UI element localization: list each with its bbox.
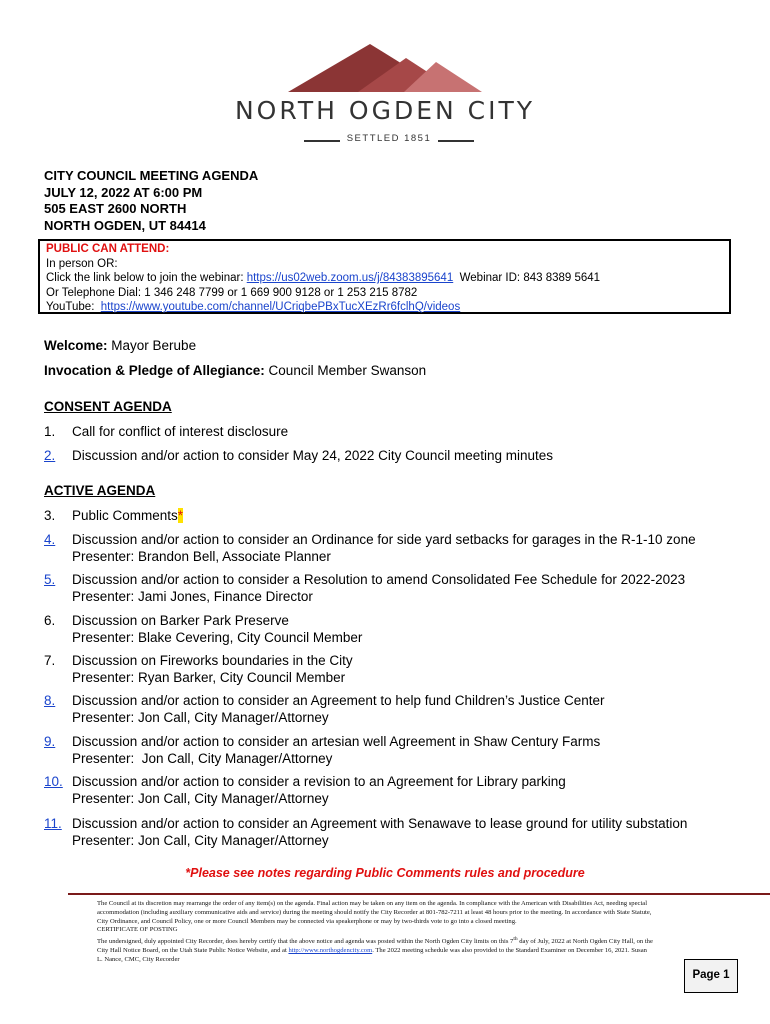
item-presenter: Presenter: Blake Cevering, City Council Member <box>72 630 363 645</box>
item-text: Discussion and/or action to consider an artesian well Agreement in Shaw Century Farms <box>72 734 601 749</box>
item-number-link[interactable]: 2. <box>44 448 56 463</box>
item-text: Discussion and/or action to consider an Ordinance for side yard setbacks for garages in the R-1-10 zone <box>72 532 696 547</box>
fine-print <box>97 900 653 965</box>
invocation-line <box>44 363 426 378</box>
item-number: 6. <box>44 613 56 628</box>
city-website-link[interactable]: http://www.northogdencity.com <box>288 947 373 955</box>
item-text: Discussion on Barker Park Preserve <box>72 613 289 628</box>
item-text <box>72 507 183 524</box>
consent-agenda-title: CONSENT AGENDA <box>44 399 172 414</box>
certificate-text <box>97 935 653 965</box>
meeting-header <box>44 168 258 234</box>
city-name: NORTH OGDEN CITY <box>234 96 536 125</box>
item-presenter: Presenter: Jon Call, City Manager/Attorney <box>72 751 333 766</box>
settled-row <box>304 133 474 147</box>
item-text: Discussion on Fireworks boundaries in the City <box>72 653 353 668</box>
header-date: JULY 12, 2022 AT 6:00 PM <box>44 184 203 200</box>
city-logo <box>0 0 770 160</box>
item-number: 3. <box>44 508 56 523</box>
item-presenter: Presenter: Jon Call, City Manager/Attorney <box>72 710 329 725</box>
item-presenter: Presenter: Jami Jones, Finance Director <box>72 589 313 604</box>
asterisk-marker: * <box>177 508 184 523</box>
settled-text: SETTLED 1851 <box>346 133 432 144</box>
page-number: Page 1 <box>684 959 738 993</box>
certificate-heading: CERTIFICATE OF POSTING <box>97 926 178 934</box>
item-number-link[interactable]: 5. <box>44 572 56 587</box>
item-number-link[interactable]: 8. <box>44 693 56 708</box>
item-presenter: Presenter: Jon Call, City Manager/Attorney <box>72 791 329 806</box>
item-presenter: Presenter: Brandon Bell, Associate Planner <box>72 549 331 564</box>
item-number: 1. <box>44 424 56 439</box>
fine-print-disclaimer: The Council at its discretion may rearrange the order of any item(s) on the agenda. Final action may be taken on any item on the agenda. In compliance with the American with Disabilities Act, needing special accommodation (including auxiliary communicative aids and service) during the meeting should notify the City Recorder at 801-782-7211 at least 48 hours prior to the meeting. In accordance with State Statute, City Ordinance, and Council Policy, one or more Council Members may be connected via speakerphone or may by two-thirds vote to go into a closed meeting. <box>97 900 652 925</box>
webinar-prefix: Click the link below to join the webinar: <box>46 272 247 284</box>
attend-title: PUBLIC CAN ATTEND: <box>46 243 170 255</box>
public-comments-note: *Please see notes regarding Public Comments rules and procedure <box>185 866 585 880</box>
certificate-text-b: day of July, 2022 at North Ogden City Hall, on the City Hall Notice Board, on the Utah State Public Notice Website, and at <box>97 938 653 955</box>
item-text: Discussion and/or action to consider an Agreement to help fund Children’s Justice Center <box>72 693 605 708</box>
youtube-prefix: YouTube: <box>46 301 101 313</box>
item-number: 7. <box>44 653 56 668</box>
mountain-logo-icon <box>286 44 486 94</box>
certificate-text-c: . The 2022 meeting schedule was also provided to the Standard Examiner on December 16, 2021. Susan L. Nance, CMC, City Recorder <box>97 947 647 963</box>
invocation-text: Council Member Swanson <box>264 363 427 378</box>
webinar-id: Webinar ID: 843 8389 5641 <box>453 272 601 284</box>
youtube-line <box>46 300 723 315</box>
item-text: Call for conflict of interest disclosure <box>72 424 289 439</box>
attendance-box <box>38 239 731 314</box>
welcome-line <box>44 338 196 353</box>
youtube-link[interactable]: https://www.youtube.com/channel/UCriqbePBxTucXEzRr6fclhQ/videos <box>100 301 461 313</box>
item-text: Discussion and/or action to consider a revision to an Agreement for Library parking <box>72 774 566 789</box>
item-text: Discussion and/or action to consider May 24, 2022 City Council meeting minutes <box>72 448 553 463</box>
header-city: NORTH OGDEN, UT 84414 <box>44 217 206 233</box>
active-agenda-title: ACTIVE AGENDA <box>44 483 156 498</box>
item-presenter: Presenter: Jon Call, City Manager/Attorney <box>72 833 329 848</box>
item-text: Discussion and/or action to consider a Resolution to amend Consolidated Fee Schedule for 2022-2023 <box>72 572 686 587</box>
footer-divider <box>68 893 770 895</box>
certificate-text-a: The undersigned, duly appointed City Recorder, does hereby certify that the above notice and agenda was posted within the North Ogden City limits on this 7 <box>97 938 514 946</box>
certificate-sup: th <box>513 936 518 943</box>
header-address: 505 EAST 2600 NORTH <box>44 201 187 216</box>
welcome-text: Mayor Berube <box>107 338 197 353</box>
item-number-link[interactable]: 9. <box>44 734 56 749</box>
item-text: Discussion and/or action to consider an Agreement with Senawave to lease ground for utility substation <box>72 816 688 831</box>
item-text-label: Public Comments <box>72 508 178 523</box>
item-presenter: Presenter: Ryan Barker, City Council Member <box>72 670 346 685</box>
webinar-link[interactable]: https://us02web.zoom.us/j/84383895641 <box>246 272 454 284</box>
webinar-line <box>46 271 723 286</box>
item-number-link[interactable]: 4. <box>44 532 56 547</box>
divider <box>438 140 474 142</box>
telephone-line: Or Telephone Dial: 1 346 248 7799 or 1 669 900 9128 or 1 253 215 8782 <box>46 286 418 299</box>
item-number-link[interactable]: 10. <box>44 774 63 789</box>
in-person-line: In person OR: <box>46 257 118 270</box>
welcome-label: Welcome: <box>44 338 108 353</box>
item-number-link[interactable]: 11. <box>44 816 62 831</box>
header-title: CITY COUNCIL MEETING AGENDA <box>44 168 259 183</box>
invocation-label: Invocation & Pledge of Allegiance: <box>44 363 265 378</box>
